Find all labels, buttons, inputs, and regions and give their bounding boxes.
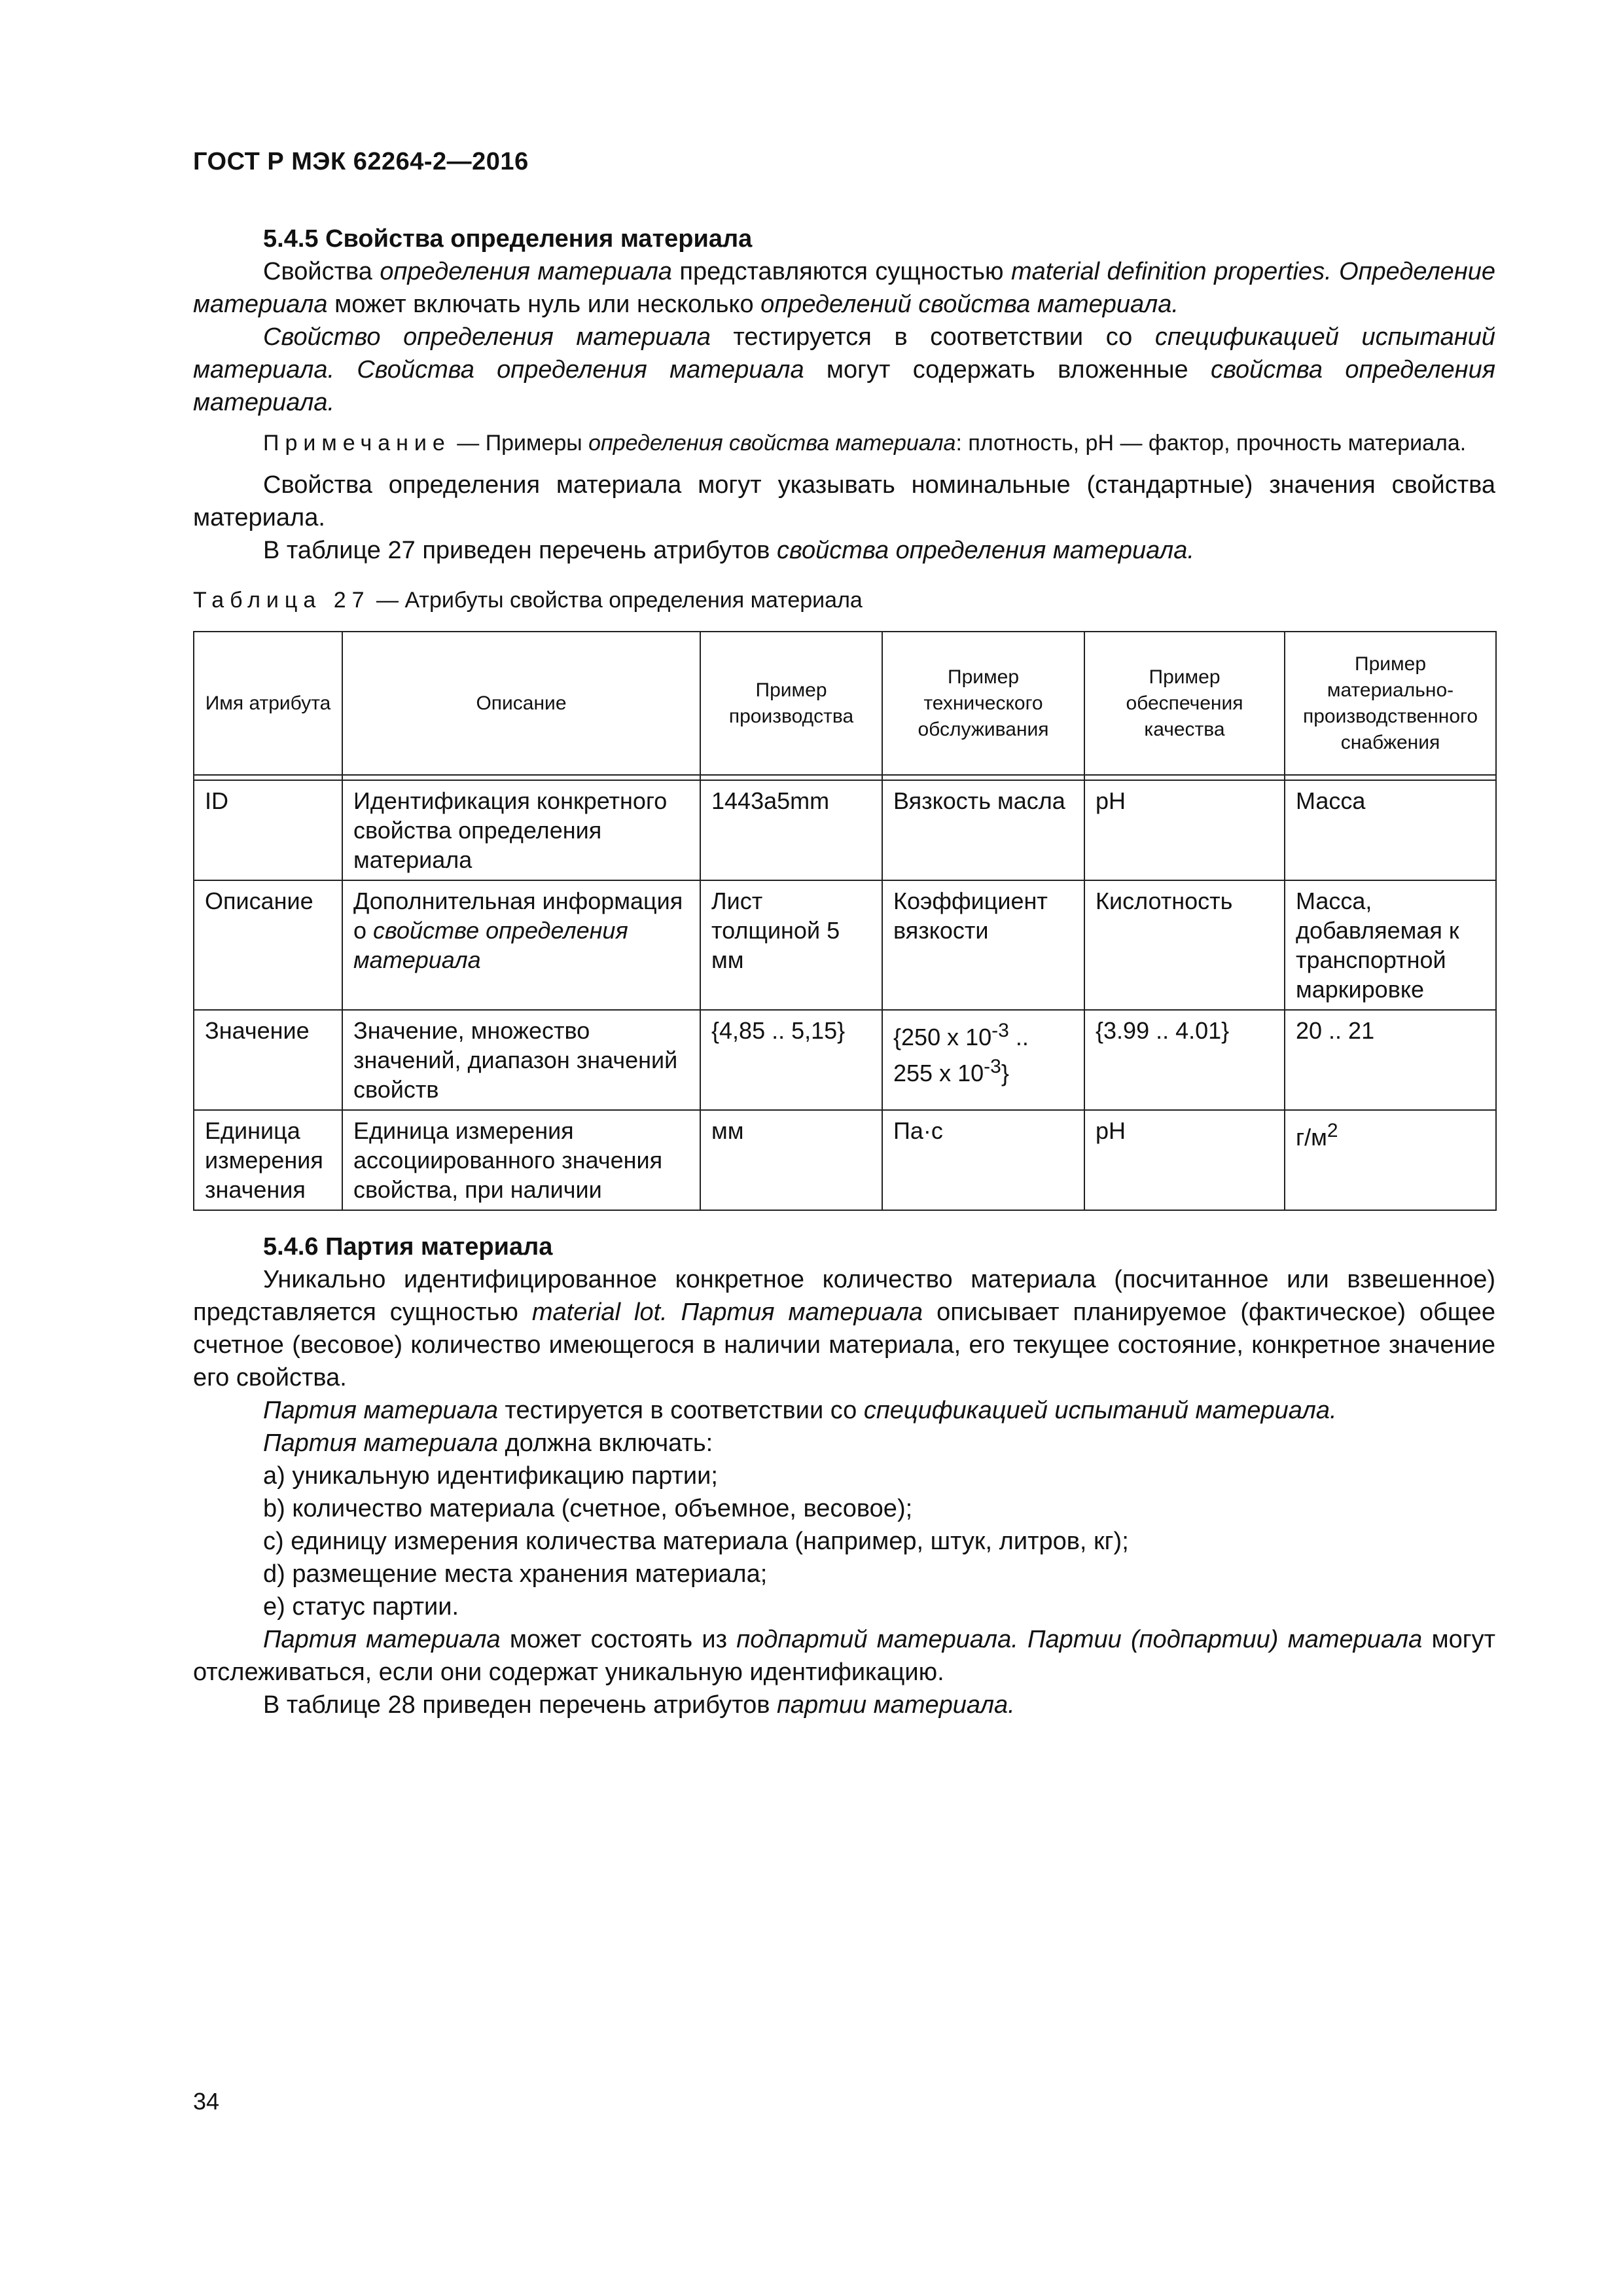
cell-description: Дополнительная информация о свойстве определения материала xyxy=(342,880,700,1010)
cell-description: Значение, множество значений, диапазон значений свойств xyxy=(342,1010,700,1110)
col-header-quality: Пример обеспечения качества xyxy=(1084,632,1285,775)
cell-production: Лист толщиной 5 мм xyxy=(700,880,882,1010)
page-number: 34 xyxy=(193,2088,220,2115)
list-item: c) единицу измерения количества материала (например, штук, литров, кг); xyxy=(263,1528,1129,1555)
col-header-production: Пример производства xyxy=(700,632,882,775)
list-item: b) количество материала (счетное, объемное, весовое); xyxy=(263,1495,913,1522)
document-header: ГОСТ Р МЭК 62264-2—2016 xyxy=(193,148,529,175)
requirements-list xyxy=(193,1460,1495,1623)
section-546-para-3: Партия материала должна включать: xyxy=(263,1429,713,1457)
cell-maintenance: {250 x $10^{-3}$ .. 255 x $10^{-3}$} xyxy=(882,1010,1084,1110)
list-item: a) уникальную идентификацию партии; xyxy=(263,1462,718,1490)
cell-name: Единица измерения значения xyxy=(194,1110,342,1210)
section-546-para-5: В таблице 28 приведен перечень атрибутов партии материала. xyxy=(263,1691,1015,1719)
section-546-para-1: Уникально идентифицированное конкретное количество материала (посчитанное или взвешенное) представляется сущностью material lot. Партия материала описывает планируемое (фактическое) общее счетное (весовое) количество имеющегося в наличии материала, его текущее состояние, конкретное значение его свойства. xyxy=(193,1266,1495,1391)
section-545-para-1: Свойства определения материала представляются сущностью material definition properties. Определение материала может включать нуль или несколько определений свойства материала. xyxy=(193,258,1495,318)
cell-supply: 20 .. 21 xyxy=(1285,1010,1496,1110)
cell-maintenance: Вязкость масла xyxy=(882,780,1084,880)
cell-name: Значение xyxy=(194,1010,342,1110)
col-header-name: Имя атрибута xyxy=(194,632,342,775)
cell-supply: Масса, добавляемая к транспортной маркировке xyxy=(1285,880,1496,1010)
section-546-para-4: Партия материала может состоять из подпартий материала. Партии (подпартии) материала могут отслеживаться, если они содержат уникальную идентификацию. xyxy=(193,1626,1495,1686)
cell-production: 1443a5mm xyxy=(700,780,882,880)
cell-name: ID xyxy=(194,780,342,880)
list-item: e) статус партии. xyxy=(263,1593,459,1621)
cell-quality: {3.99 .. 4.01} xyxy=(1084,1010,1285,1110)
cell-maintenance: Коэффициент вязкости xyxy=(882,880,1084,1010)
cell-supply: $г/м^2$ xyxy=(1285,1110,1496,1210)
cell-production: {4,85 .. 5,15} xyxy=(700,1010,882,1110)
cell-description: Идентификация конкретного свойства определения материала xyxy=(342,780,700,880)
list-item: d) размещение места хранения материала; xyxy=(263,1560,768,1588)
header-gap xyxy=(194,775,1496,780)
cell-supply: Масса xyxy=(1285,780,1496,880)
cell-name: Описание xyxy=(194,880,342,1010)
section-545-para-2: Свойство определения материала тестируется в соответствии со спецификацией испытаний материала. Свойства определения материала могут содержать вложенные свойства определения материала. xyxy=(193,323,1495,416)
table-row xyxy=(194,1110,1496,1210)
section-545-para-3: Свойства определения материала могут указывать номинальные (стандартные) значения свойства материала. xyxy=(193,471,1495,531)
table-row xyxy=(194,780,1496,880)
cell-description: Единица измерения ассоциированного значения свойства, при наличии xyxy=(342,1110,700,1210)
section-546-para-2: Партия материала тестируется в соответствии со спецификацией испытаний материала. xyxy=(263,1397,1337,1424)
section-546-heading: 5.4.6 Партия материала xyxy=(263,1233,553,1261)
section-545-heading: 5.4.5 Свойства определения материала xyxy=(263,225,753,253)
col-header-maintenance: Пример технического обслуживания xyxy=(882,632,1084,775)
section-545-note: Примечание — Примеры определения свойства материала: плотность, pH — фактор, прочность материала. xyxy=(263,431,1467,456)
table-row xyxy=(194,1010,1496,1110)
page-content xyxy=(193,223,1495,1721)
table-row xyxy=(194,880,1496,1010)
cell-quality: pH xyxy=(1084,780,1285,880)
table-header-row xyxy=(194,632,1496,775)
cell-production: мм xyxy=(700,1110,882,1210)
col-header-supply: Пример материально-производственного снабжения xyxy=(1285,632,1496,775)
table-27 xyxy=(193,631,1497,1211)
cell-quality: pH xyxy=(1084,1110,1285,1210)
table-27-caption: Таблица 27 — Атрибуты свойства определения материала xyxy=(193,588,863,613)
section-545-para-4: В таблице 27 приведен перечень атрибутов свойства определения материала. xyxy=(263,537,1194,564)
col-header-description: Описание xyxy=(342,632,700,775)
cell-maintenance: Па·с xyxy=(882,1110,1084,1210)
cell-quality: Кислотность xyxy=(1084,880,1285,1010)
